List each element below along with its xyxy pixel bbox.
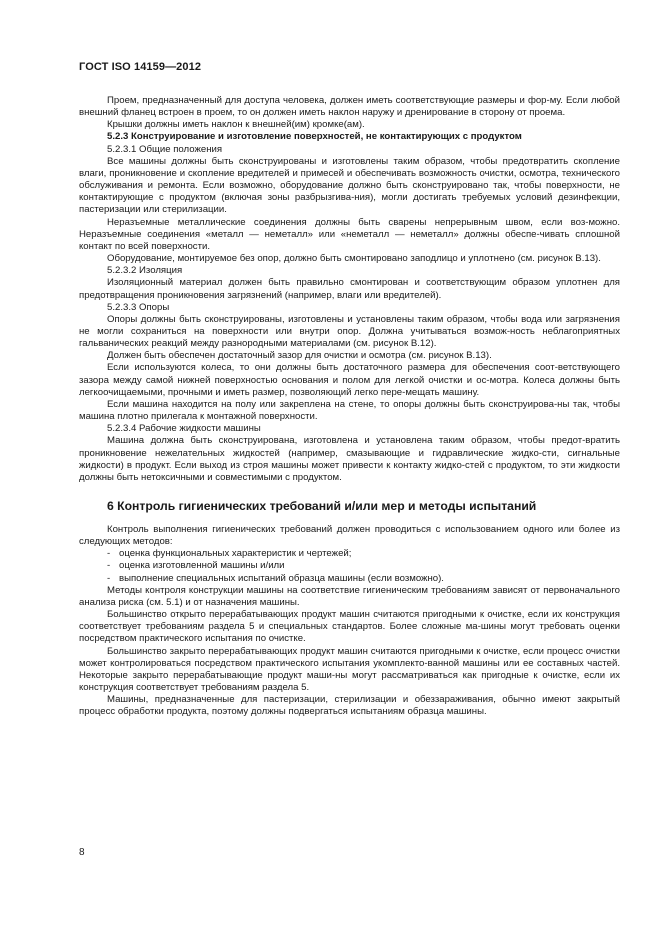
paragraph: Крышки должны иметь наклон к внешней(им) кромке(ам). (107, 119, 365, 131)
paragraph: Если машина находится на полу или закреплена на стене, то опоры должны быть сконструирова-ны так, чтобы машина плотно прилегала к монтажной поверхности. (79, 398, 620, 423)
paragraph: Изоляционный материал должен быть правильно смонтирован и соответствующим образом уплотнен для предотвращения проникновения загрязнений (например, влаги или вредителей). (79, 277, 620, 301)
clause-heading: 5.2.3.2 Изоляция (107, 265, 183, 277)
paragraph: Большинство открыто перерабатывающих продукт машин считаются пригодными к очистке, если их конструкция соответствует требованиям раздела 5 и специальных стандартов. Более сложные ма-шины могут требовать оценки посредством практического испытания по очистке. (79, 609, 620, 645)
paragraph: Если используются колеса, то они должны быть достаточного размера для обеспечения соот-ветствующего зазора между самой нижней поверхностью основания и полом для легкой очистки и ос-мотра. Колеса должны быть легкоочищаемыми, прочными и иметь размер, позволяющий легко пере-мещать машину. (79, 362, 620, 398)
list-dash: - (107, 548, 111, 560)
list-item-text: оценка функциональных характеристик и чертежей; (119, 548, 352, 560)
page-number: 8 (79, 847, 85, 858)
paragraph: Машина должна быть сконструирована, изготовлена и установлена таким образом, чтобы предот-вратить проникновение нежелательных жидкостей (например, смазывающие и гидравлические жидко-сти, сигнальные жидкости) в продукт. Если выход из строя машины может привести к контакту жидко-стей с продуктом, то эти жидкости должны быть нетоксичными и совместимыми с продуктом. (79, 435, 620, 483)
paragraph: Проем, предназначенный для доступа человека, должен иметь соответствующие размеры и фор-му. Если любой внешний фланец встроен в проем, то он должен иметь наклон наружу и дренирование в сторону от проема. (79, 95, 620, 119)
section-6-heading: 6 Контроль гигиенических требований и/или мер и методы испытаний (107, 499, 537, 513)
section-6-intro: Контроль выполнения гигиенических требований должен проводиться с использованием одного или более из следующих методов: (79, 524, 620, 548)
list-item-text: выполнение специальных испытаний образца машины (если возможно). (119, 572, 444, 584)
paragraph: Машины, предназначенные для пастеризации, стерилизации и обеззараживания, обычно имеют закрытый процесс обработки продукта, поэтому должны подвергаться испытаниям образца машины. (79, 694, 620, 718)
section-6-paragraphs (79, 585, 620, 719)
paragraph: Методы контроля конструкции машины на соответствие гигиеническим требованиям зависят от первоначального анализа риска (см. 5.1) и от назначения машины. (79, 584, 620, 608)
paragraph: Опоры должны быть сконструированы, изготовлены и установлены таким образом, чтобы вода или загрязнения не могли сохраниться на поверхности или внутри опор. Должна учитываться возмож-ность неблагоприятных гальванических реакций между разнородными материалами (см. рисунок В.12). (79, 313, 620, 350)
clause-heading: 5.2.3.1 Общие положения (107, 143, 223, 155)
subsection-heading: 5.2.3 Конструирование и изготовление поверхностей, не контактирующих с продуктом (107, 131, 522, 143)
clause-heading: 5.2.3.3 Опоры (107, 301, 170, 313)
list-item (79, 560, 620, 572)
list-item (79, 573, 620, 585)
paragraph: Все машины должны быть сконструированы и изготовлены таким образом, чтобы предотвратить скопление влаги, проникновение и скопление вредителей и примесей и обеспечивать возможность очистки, осмотра, технического обслуживания и ремонта. Если возможно, оборудование должно быть сконструировано так, чтобы поверхности, не контактирующие с продуктом (включая зоны разбрызгива-ния), могли достигать требуемых условий дезинфекции, пастеризации или стерилизации. (79, 155, 620, 216)
section-5-continuation (79, 95, 620, 484)
document-body (79, 95, 620, 719)
paragraph: Неразъемные металлические соединения должны быть сварены непрерывным швом, если воз-можно. Неразъемные соединения «металл — неметалл» или «неметалл — неметалл» должны обеспе-чивать сплошной контакт по всей поверхности. (79, 216, 620, 252)
clause-heading: 5.2.3.4 Рабочие жидкости машины (107, 423, 261, 435)
methods-list (79, 548, 620, 584)
list-dash: - (107, 560, 111, 572)
list-item (79, 548, 620, 560)
list-dash: - (107, 572, 111, 584)
paragraph: Должен быть обеспечен достаточный зазор для очистки и осмотра (см. рисунок В.13). (107, 350, 492, 362)
paragraph: Большинство закрыто перерабатывающих продукт машин считаются пригодными к очистке, если процесс очистки может контролироваться посредством практического испытания укомплекто-ванной машины или ее составных частей. Некоторые закрыто перерабатывающие продукт маши-ны могут рассматриваться как пригодные к очистке, если их конструкция соответствует требованиям раздела 5. (79, 645, 620, 694)
document-header: ГОСТ ISO 14159—2012 (79, 61, 202, 73)
paragraph: Оборудование, монтируемое без опор, должно быть смонтировано заподлицо и уплотнено (см. рисунок В.13). (107, 253, 601, 265)
list-item-text: оценка изготовленной машины и/или (119, 560, 285, 572)
